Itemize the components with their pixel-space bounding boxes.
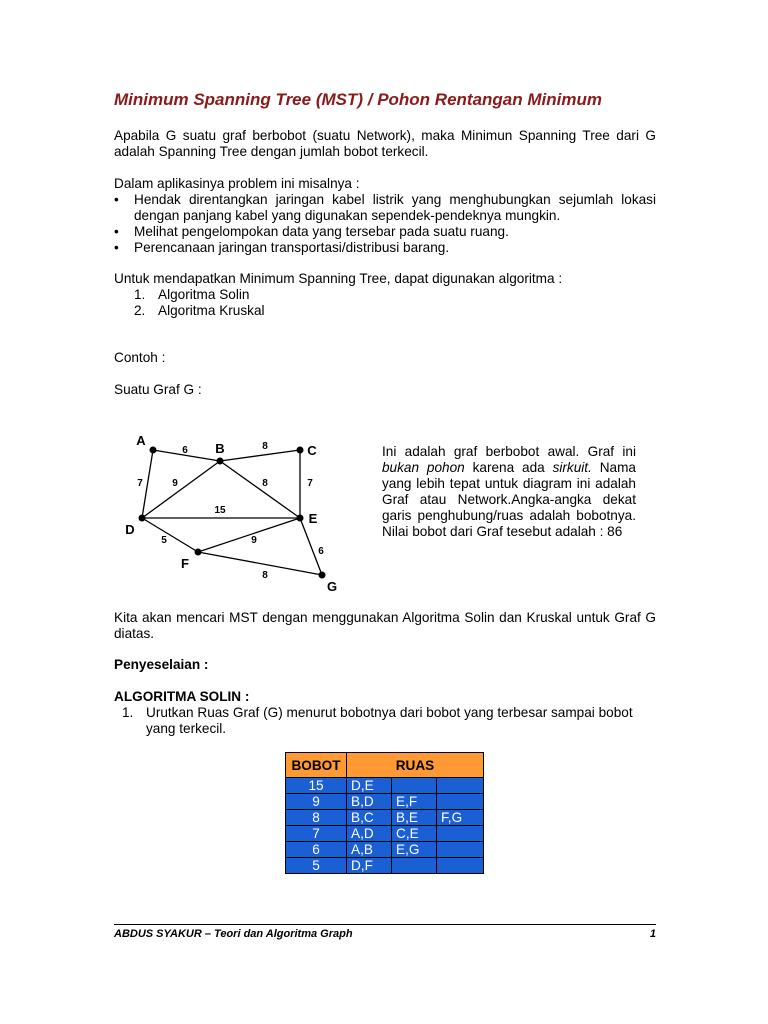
edge-weight-label: 15 bbox=[214, 505, 226, 516]
table-row: 15 D,E bbox=[286, 778, 484, 794]
edge-weight-label: 7 bbox=[137, 478, 143, 489]
header-ruas: RUAS bbox=[347, 753, 484, 778]
solin-heading: ALGORITMA SOLIN : bbox=[114, 689, 250, 704]
weighted-graph-diagram bbox=[110, 425, 350, 600]
vertex-label: E bbox=[308, 511, 318, 526]
table-row: 5 D,F bbox=[286, 858, 484, 874]
table-header-row bbox=[286, 753, 484, 778]
edge-f-g bbox=[198, 552, 322, 575]
edge-weight-table bbox=[285, 752, 484, 874]
step-1: 1. Urutkan Ruas Graf (G) menurut bobotnya dari bobot yang terbesar sampai bobot yang terkecil. bbox=[122, 705, 633, 736]
edge-a-d bbox=[142, 450, 153, 518]
list-item: 2. Algoritma Kruskal bbox=[134, 303, 265, 318]
vertex-label: B bbox=[215, 441, 225, 456]
intro-paragraph: Apabila G suatu graf berbobot (suatu Network), maka Minimun Spanning Tree dari G adalah Spanning Tree dengan jumlah bobot terkecil. bbox=[114, 128, 656, 159]
edge-b-c bbox=[220, 450, 300, 461]
vertex-label: F bbox=[181, 556, 189, 571]
table-row: 6 A,B E,G bbox=[286, 842, 484, 858]
mst-intro: Kita akan mencari MST dengan menggunakan Algoritma Solin dan Kruskal untuk Graf G diatas. bbox=[114, 610, 656, 641]
bullet-icon: • bbox=[114, 240, 119, 255]
edge-d-f bbox=[142, 518, 198, 552]
algorithm-list bbox=[134, 287, 265, 319]
bullet-list bbox=[114, 192, 656, 256]
edge-b-d bbox=[142, 461, 220, 518]
vertex-label: C bbox=[307, 443, 317, 458]
edge-weight-label: 8 bbox=[262, 441, 268, 452]
edge-weight-label: 7 bbox=[307, 478, 313, 489]
table-row: 7 A,D C,E bbox=[286, 826, 484, 842]
graph-label: Suatu Graf G : bbox=[114, 382, 202, 397]
edge-weight-label: 5 bbox=[161, 535, 167, 546]
footer-title: ABDUS SYAKUR – Teori dan Algoritma Graph bbox=[114, 928, 353, 940]
table-row: 8 B,C B,E F,G bbox=[286, 810, 484, 826]
vertex-c bbox=[297, 447, 304, 454]
vertex-f bbox=[195, 549, 202, 556]
vertex-a bbox=[150, 447, 157, 454]
edge-b-e bbox=[220, 461, 300, 518]
table-row: 9 B,D E,F bbox=[286, 794, 484, 810]
algorithm-intro: Untuk mendapatkan Minimum Spanning Tree, dapat digunakan algoritma : bbox=[114, 271, 563, 286]
list-item: • Hendak direntangkan jaringan kabel listrik yang menghubungkan sejumlah lokasi dengan panjang kabel yang digunakan sependek-pendeknya mungkin. bbox=[114, 192, 656, 223]
bullet-icon: • bbox=[114, 192, 119, 207]
edge-weight-label: 8 bbox=[262, 478, 268, 489]
solution-heading: Penyeselaian : bbox=[114, 657, 209, 672]
edge-weight-label: 9 bbox=[172, 478, 178, 489]
list-item: 1. Algoritma Solin bbox=[134, 287, 250, 302]
vertex-label: A bbox=[136, 433, 146, 448]
vertex-label: D bbox=[125, 522, 135, 537]
graph-description: Ini adalah graf berbobot awal. Graf ini bukan pohon karena ada sirkuit. Nama yang lebih tepat untuk diagram ini adalah Graf atau Network.Angka-angka dekat garis penghubung/ruas adalah bobotnya. Nilai bobot dari Graf tesebut adalah : 86 bbox=[382, 444, 636, 539]
edge-weight-label: 8 bbox=[262, 570, 268, 581]
page-title: Minimum Spanning Tree (MST) / Pohon Rentangan Minimum bbox=[114, 90, 602, 109]
edge-weight-label: 9 bbox=[251, 535, 257, 546]
list-item: • Melihat pengelompokan data yang tersebar pada suatu ruang. bbox=[114, 224, 509, 239]
edge-f-e bbox=[198, 518, 300, 552]
header-bobot: BOBOT bbox=[286, 753, 347, 778]
vertex-g bbox=[319, 572, 326, 579]
vertex-label: G bbox=[326, 579, 338, 594]
bullet-icon: • bbox=[114, 224, 119, 239]
example-label: Contoh : bbox=[114, 350, 166, 365]
list-item: • Perencanaan jaringan transportasi/distribusi barang. bbox=[114, 240, 450, 255]
page-number: 1 bbox=[649, 928, 656, 940]
vertex-b bbox=[217, 458, 224, 465]
edge-weight-label: 6 bbox=[318, 546, 324, 557]
vertex-d bbox=[139, 515, 146, 522]
vertex-e bbox=[297, 515, 304, 522]
footer-divider bbox=[114, 924, 656, 925]
applications-intro: Dalam aplikasinya problem ini misalnya : bbox=[114, 176, 360, 191]
edge-weight-label: 6 bbox=[182, 445, 188, 456]
